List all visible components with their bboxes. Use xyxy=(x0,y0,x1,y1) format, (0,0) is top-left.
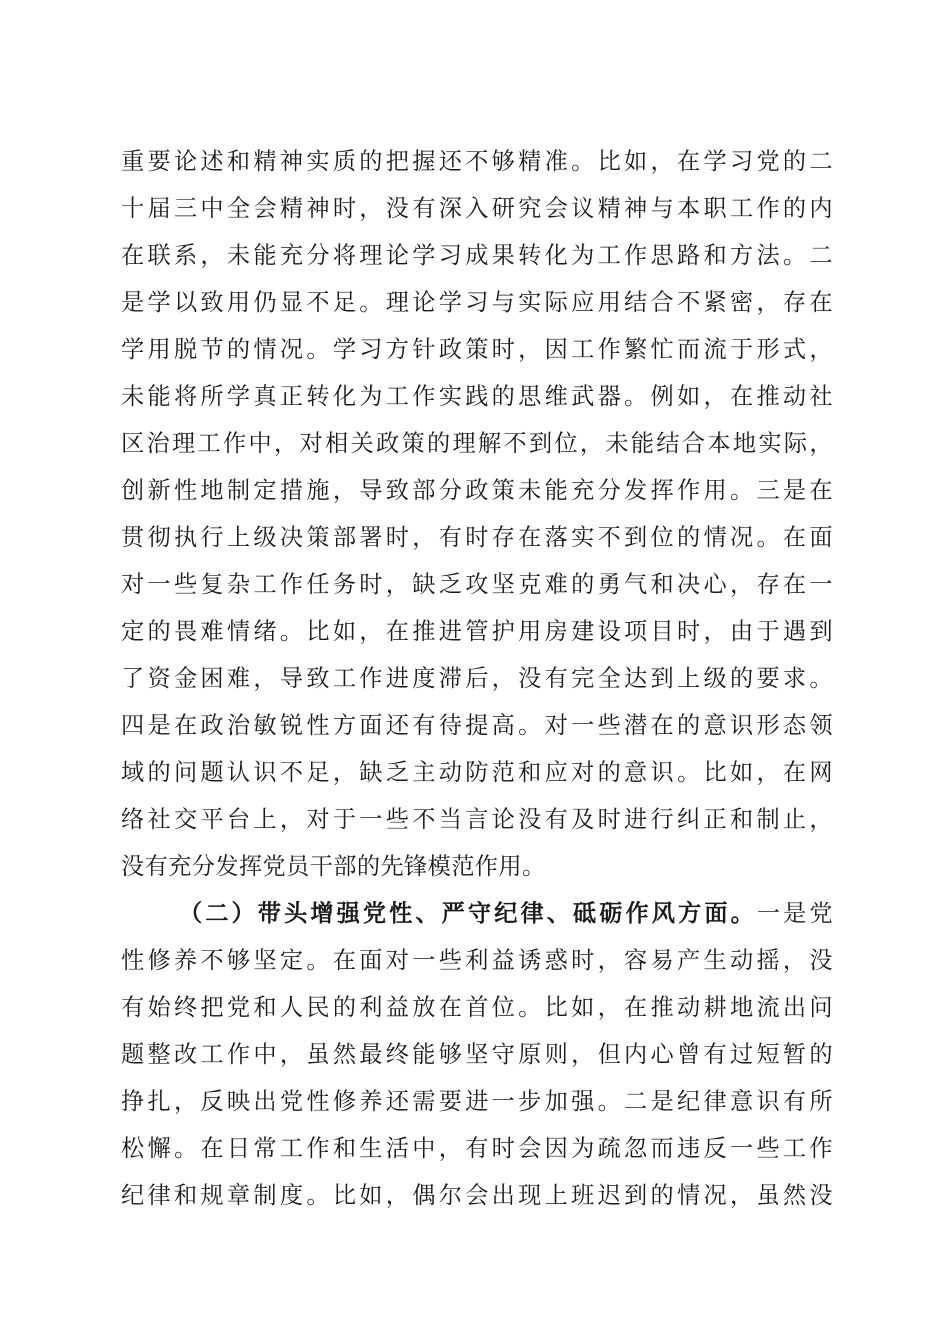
paragraph-line: 域的问题认识不足，缺乏主动防范和应对的意识。比如，在网 xyxy=(121,759,833,786)
paragraph-line: 纪律和规章制度。比如，偶尔会出现上班迟到的情况，虽然没 xyxy=(121,1182,833,1209)
paragraph-line: 松懈。在日常工作和生活中，有时会因为疏忽而违反一些工作 xyxy=(121,1135,833,1162)
paragraph-line: 创新性地制定措施，导致部分政策未能充分发挥作用。三是在 xyxy=(121,477,833,504)
paragraph-line: 没有充分发挥党员干部的先锋模范作用。 xyxy=(121,853,546,880)
paragraph-line: 是学以致用仍显不足。理论学习与实际应用结合不紧密，存在 xyxy=(121,289,833,316)
section-heading: （二）带头增强党性、严守纪律、砥砺作风方面。 xyxy=(179,900,757,927)
section-heading-line xyxy=(179,891,833,937)
paragraph-line: 重要论述和精神实质的把握还不够精准。比如，在学习党的二 xyxy=(121,148,833,175)
paragraph-line: 有始终把党和人民的利益放在首位。比如，在推动耕地流出问 xyxy=(121,994,833,1021)
paragraph-line: 四是在政治敏锐性方面还有待提高。对一些潜在的意识形态领 xyxy=(121,712,833,739)
paragraph-line: 对一些复杂工作任务时，缺乏攻坚克难的勇气和决心，存在一 xyxy=(121,571,833,598)
paragraph-line: 络社交平台上，对于一些不当言论没有及时进行纠正和制止， xyxy=(121,806,833,833)
paragraph-line: 贯彻执行上级决策部署时，有时存在落实不到位的情况。在面 xyxy=(121,524,833,551)
paragraph-line: 了资金困难，导致工作进度滞后，没有完全达到上级的要求。 xyxy=(121,665,833,692)
paragraph-line: 未能将所学真正转化为工作实践的思维武器。例如，在推动社 xyxy=(121,383,833,410)
paragraph-line: 学用脱节的情况。学习方针政策时，因工作繁忙而流于形式， xyxy=(121,336,833,363)
paragraph-line: 在联系，未能充分将理论学习成果转化为工作思路和方法。二 xyxy=(121,242,833,269)
paragraph-line: 性修养不够坚定。在面对一些利益诱惑时，容易产生动摇，没 xyxy=(121,947,833,974)
paragraph-line: 题整改工作中，虽然最终能够坚守原则，但内心曾有过短暂的 xyxy=(121,1041,833,1068)
paragraph-line: 区治理工作中，对相关政策的理解不到位，未能结合本地实际， xyxy=(121,430,833,457)
paragraph-line: 十届三中全会精神时，没有深入研究会议精神与本职工作的内 xyxy=(121,195,833,222)
section-heading-rest: 一是党 xyxy=(756,900,833,927)
paragraph-line: 定的畏难情绪。比如，在推进管护用房建设项目时，由于遇到 xyxy=(121,618,833,645)
paragraph-line: 挣扎，反映出党性修养还需要进一步加强。二是纪律意识有所 xyxy=(121,1088,833,1115)
